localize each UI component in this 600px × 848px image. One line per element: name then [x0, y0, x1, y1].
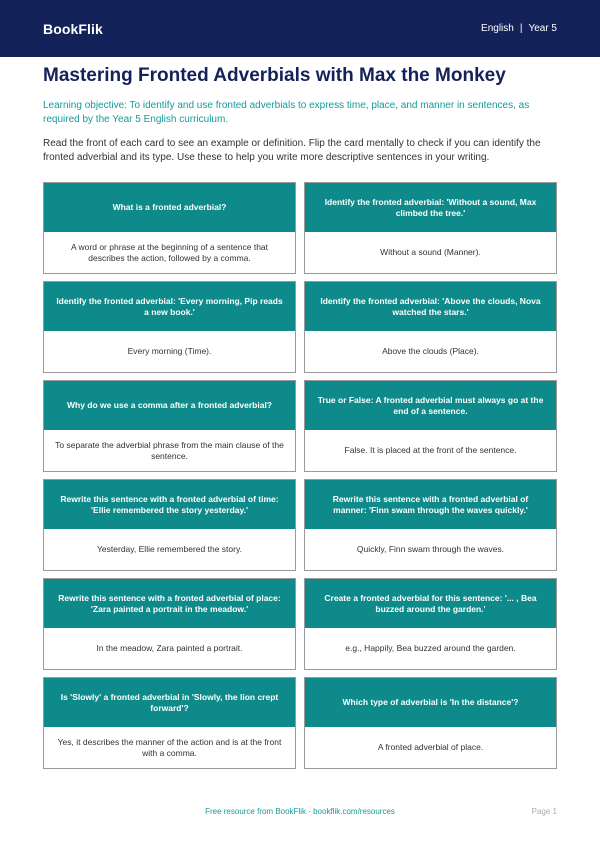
flashcard[interactable]	[43, 281, 296, 373]
card-front-question: Rewrite this sentence with a fronted adverbial of place: 'Zara painted a portrait in the meadow.'	[44, 579, 295, 628]
flashcard[interactable]	[43, 182, 296, 274]
page-title: Mastering Fronted Adverbials with Max the Monkey	[43, 65, 506, 86]
card-back-answer: Yes, it describes the manner of the action and is at the front with a comma.	[57, 736, 282, 758]
subject-year-label	[481, 23, 557, 34]
card-back-answer: To separate the adverbial phrase from the main clause of the sentence.	[55, 439, 284, 461]
card-front-question: Is 'Slowly' a fronted adverbial in 'Slowly, the lion crept forward'?	[44, 678, 295, 727]
card-front-question: Create a fronted adverbial for this sentence: '... , Bea buzzed around the garden.'	[305, 579, 556, 628]
card-front-question: What is a fronted adverbial?	[44, 183, 295, 232]
flashcard[interactable]	[304, 380, 557, 472]
card-back-answer: Every morning (Time).	[127, 346, 212, 356]
flashcard[interactable]	[43, 479, 296, 571]
flashcard[interactable]	[43, 677, 296, 769]
card-back-answer: e.g., Happily, Bea buzzed around the garden.	[345, 643, 516, 653]
year-label: Year 5	[528, 23, 557, 34]
flashcard[interactable]	[304, 182, 557, 274]
card-back-answer: A fronted adverbial of place.	[377, 742, 484, 752]
card-front-question: Identify the fronted adverbial: 'Above the clouds, Nova watched the stars.'	[305, 282, 556, 331]
flashcard[interactable]	[43, 578, 296, 670]
card-front-question: Rewrite this sentence with a fronted adverbial of time: 'Ellie remembered the story yesterday.'	[44, 480, 295, 529]
card-back-answer: Above the clouds (Place).	[382, 346, 479, 356]
flashcard[interactable]	[304, 281, 557, 373]
card-back-answer: Without a sound (Manner).	[380, 247, 481, 257]
subject-separator: |	[519, 23, 523, 34]
card-back-answer: False. It is placed at the front of the sentence.	[344, 445, 517, 455]
flashcard-grid	[43, 182, 557, 769]
footer-resource-link[interactable]: Free resource from BookFlik · bookflik.com/resources	[205, 807, 395, 816]
flashcard[interactable]	[304, 479, 557, 571]
card-front-question: Identify the fronted adverbial: 'Every morning, Pip reads a new book.'	[44, 282, 295, 331]
card-back-answer: Quickly, Finn swam through the waves.	[356, 544, 505, 554]
subject-label: English	[481, 23, 514, 34]
card-front-question: Rewrite this sentence with a fronted adverbial of manner: 'Finn swam through the waves quickly.'	[305, 480, 556, 529]
top-header-bar	[0, 0, 600, 57]
card-front-question: Which type of adverbial is 'In the distance'?	[305, 678, 556, 727]
intro-text: Read the front of each card to see an example or definition. Flip the card mentally to check if you can identify the fronted adverbial and its type. Use these to help you write more descriptive sentences in your writing.	[43, 138, 541, 163]
card-front-question: True or False: A fronted adverbial must always go at the end of a sentence.	[305, 381, 556, 430]
page-number: Page 1	[531, 807, 557, 816]
learning-objective: Learning objective: To identify and use fronted adverbials to express time, place, and manner in sentences, as required by the Year 5 English curriculum.	[43, 100, 530, 125]
flashcard[interactable]	[43, 380, 296, 472]
flashcard[interactable]	[304, 677, 557, 769]
card-front-question: Why do we use a comma after a fronted adverbial?	[44, 381, 295, 430]
card-back-answer: Yesterday, Ellie remembered the story.	[97, 544, 242, 554]
card-back-answer: In the meadow, Zara painted a portrait.	[96, 643, 243, 653]
card-back-answer: A word or phrase at the beginning of a sentence that describes the action, followed by a comma.	[70, 241, 269, 263]
flashcard[interactable]	[304, 578, 557, 670]
brand-logo[interactable]: BookFlik	[43, 20, 103, 37]
card-front-question: Identify the fronted adverbial: 'Without a sound, Max climbed the tree.'	[305, 183, 556, 232]
